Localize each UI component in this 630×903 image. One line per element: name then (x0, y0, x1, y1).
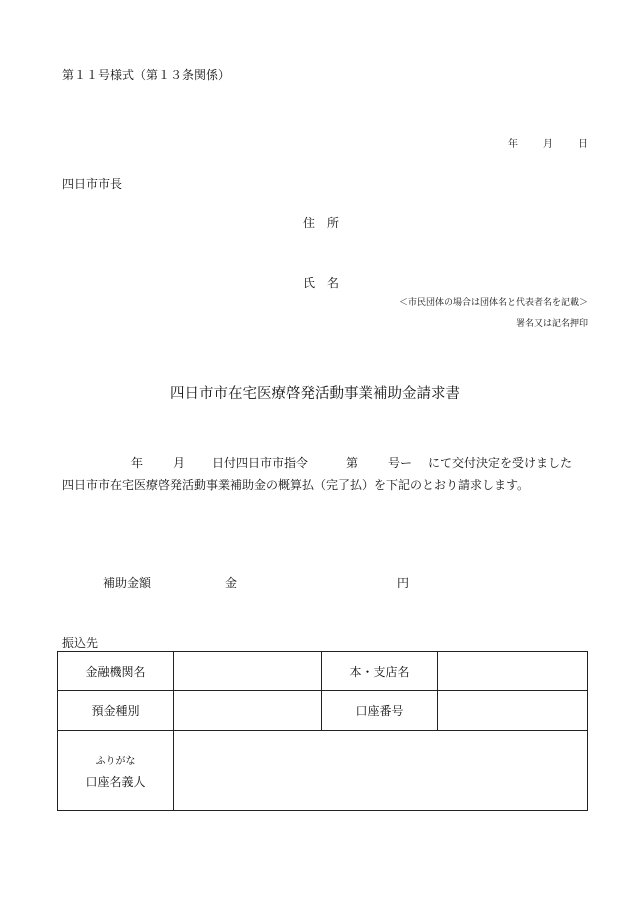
table-row (58, 731, 588, 811)
body-year: 年 (131, 456, 144, 470)
body-rest: にて交付決定を受けました (428, 456, 573, 470)
transfer-label: 振込先 (62, 636, 99, 650)
account-holder-label: 口座名義人 (85, 774, 146, 789)
account-holder-field[interactable] (174, 731, 588, 811)
table-row (58, 652, 588, 691)
date-day: 日 (578, 139, 588, 150)
address-label: 住 所 (303, 216, 340, 230)
date-year: 年 (508, 139, 518, 150)
date-month: 月 (543, 139, 553, 150)
account-number-field[interactable] (438, 691, 588, 731)
body-no-prefix: 第 (346, 456, 359, 470)
form-number: 第１１号様式（第１３条関係） (62, 68, 231, 82)
furigana-label: ふりがな (95, 755, 136, 767)
seal-note: 署名又は記名押印 (515, 319, 588, 329)
branch-name-field[interactable] (438, 652, 588, 691)
amount-label: 補助金額 (103, 576, 152, 590)
branch-name-label: 本・支店名 (322, 652, 438, 691)
bank-name-field[interactable] (174, 652, 322, 691)
account-holder-label-cell (58, 731, 174, 811)
page-title: 四日市市在宅医療啓発活動事業補助金請求書 (170, 386, 460, 402)
bank-transfer-table (57, 651, 588, 811)
table-row (58, 691, 588, 731)
amount-prefix: 金 (225, 576, 238, 590)
body-date-ref: 日付四日市市指令 (212, 456, 309, 470)
body-line-2: 四日市市在宅医療啓発活動事業補助金の概算払（完了払）を下記のとおり請求します。 (62, 478, 530, 492)
deposit-type-field[interactable] (174, 691, 322, 731)
group-note: ＜市民団体の場合は団体名と代表者名を記載＞ (398, 298, 588, 308)
deposit-type-label: 預金種別 (58, 691, 174, 731)
name-label: 氏 名 (303, 276, 340, 290)
amount-unit: 円 (397, 576, 410, 590)
body-month: 月 (173, 456, 186, 470)
account-number-label: 口座番号 (322, 691, 438, 731)
body-no-suffix: 号ー (388, 456, 413, 470)
bank-name-label: 金融機関名 (58, 652, 174, 691)
addressee: 四日市市長 (62, 177, 123, 191)
